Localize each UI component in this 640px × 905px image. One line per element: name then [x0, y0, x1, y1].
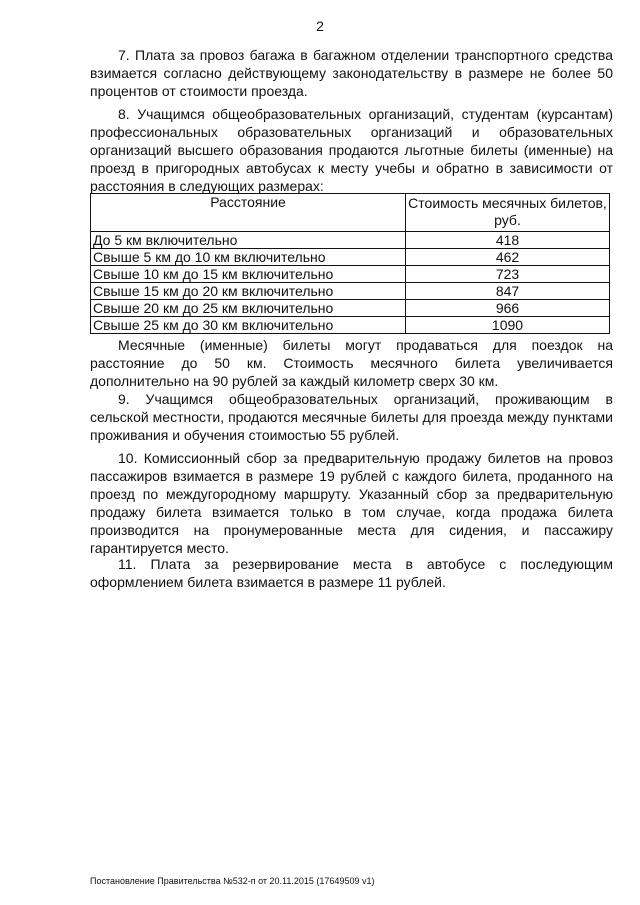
- table-row: [91, 300, 610, 317]
- distance-cell: Свыше 20 км до 25 км включительно: [91, 300, 406, 317]
- paragraph-7: 7. Плата за провоз багажа в багажном отделении транспортного средства взимается согласно действующему законодательству в размере не более 50 процентов от стоимости проезда.: [90, 47, 613, 99]
- cost-cell: 723: [406, 266, 610, 283]
- table-row: [91, 283, 610, 300]
- table-row: [91, 249, 610, 266]
- paragraph-9: 9. Учащимся общеобразовательных организаций, проживающим в сельской местности, продаются месячные билеты для проезда между пунктами проживания и обучения стоимостью 55 рублей.: [90, 391, 613, 443]
- fare-table: [90, 193, 610, 334]
- cost-cell: 966: [406, 300, 610, 317]
- cost-cell: 1090: [406, 317, 610, 334]
- distance-cell: До 5 км включительно: [91, 232, 406, 249]
- document-footer: Постановление Правительства №532-п от 20.11.2015 (17649509 v1): [90, 876, 375, 886]
- cost-cell: 418: [406, 232, 610, 249]
- paragraph-8-note: Месячные (именные) билеты могут продаваться для поездок на расстояние до 50 км. Стоимость месячного билета увеличивается дополнительно на 90 рублей за каждый километр сверх 30 км.: [90, 337, 613, 389]
- distance-cell: Свыше 15 км до 20 км включительно: [91, 283, 406, 300]
- table-row: [91, 317, 610, 334]
- table-row: [91, 232, 610, 249]
- page-number: 2: [316, 18, 324, 34]
- distance-cell: Свыше 25 км до 30 км включительно: [91, 317, 406, 334]
- fare-table-header: [91, 194, 610, 232]
- paragraph-11: 11. Плата за резервирование места в автобусе с последующим оформлением билета взимается в размере 11 рублей.: [90, 556, 613, 590]
- distance-cell: Свыше 10 км до 15 км включительно: [91, 266, 406, 283]
- header-cost: Стоимость месячных билетов, руб.: [406, 194, 610, 232]
- distance-cell: Свыше 5 км до 10 км включительно: [91, 249, 406, 266]
- cost-cell: 847: [406, 283, 610, 300]
- paragraph-10: 10. Комиссионный сбор за предварительную продажу билетов на провоз пассажиров взимается в размере 19 рублей с каждого билета, проданного на проезд по междугородному маршруту. Указанный сбор за предварительную продажу билета взимается только в том случае, когда продажа билета производится на пронумерованные места для сидения, и пассажиру гарантируется место.: [90, 450, 613, 556]
- header-distance: Расстояние: [91, 194, 406, 232]
- paragraph-8: 8. Учащимся общеобразовательных организаций, студентам (курсантам) профессиональных образовательных организаций и образовательных организаций высшего образования продаются льготные билеты (именные) на проезд в пригородных автобусах к месту учебы и обратно в зависимости от расстояния в следующих размерах:: [90, 106, 613, 194]
- table-row: [91, 266, 610, 283]
- cost-cell: 462: [406, 249, 610, 266]
